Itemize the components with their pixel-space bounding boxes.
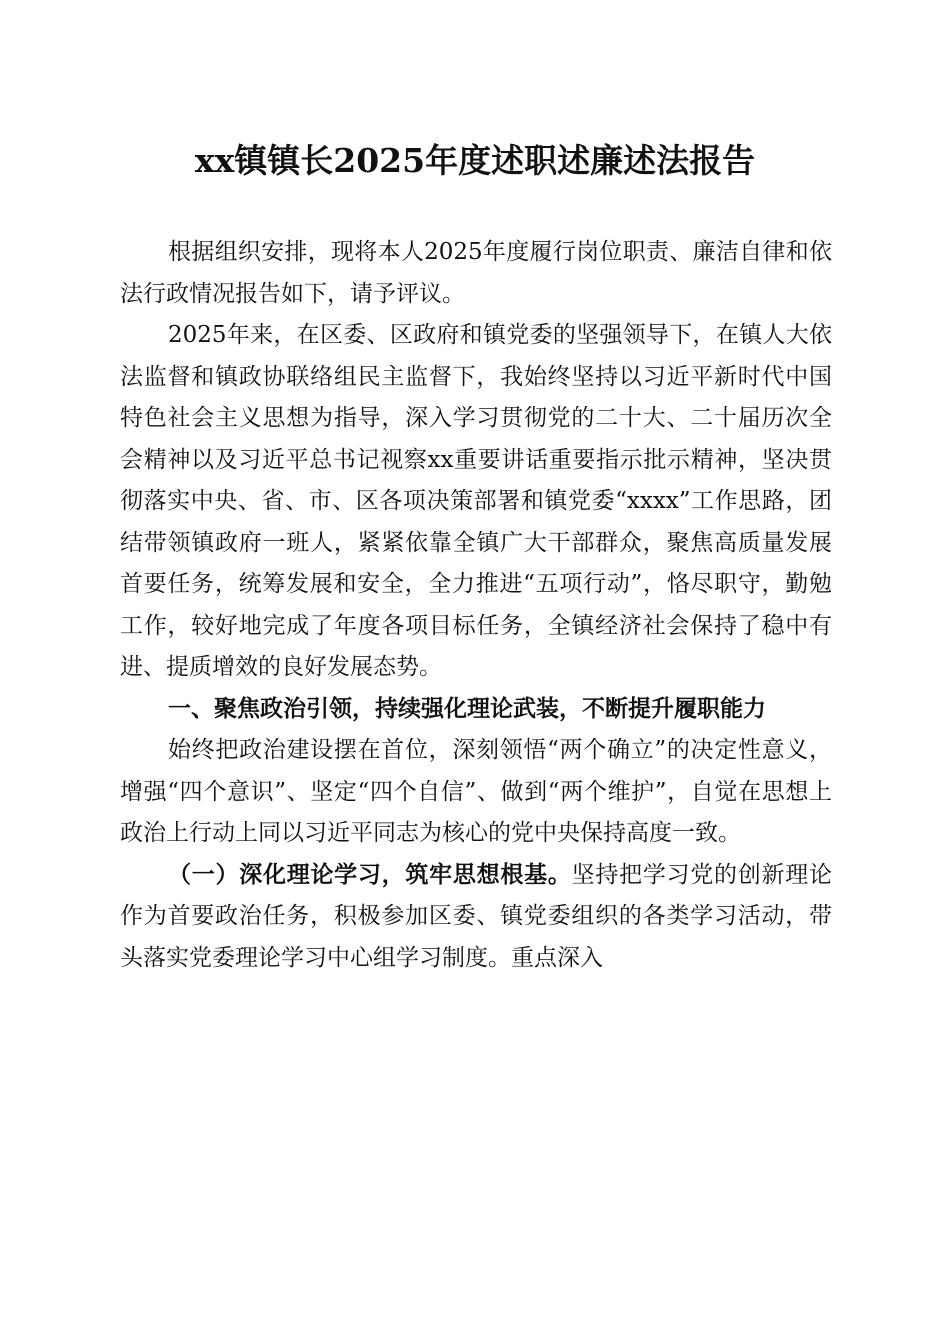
section-1-intro-paragraph: 始终把政治建设摆在首位，深刻领悟“两个确立”的决定性意义，增强“四个意识”、坚定“四个自信”、做到“两个维护”，自觉在思想上政治上行动上同以习近平同志为核心的党中央保持高度一致。	[120, 737, 832, 846]
subsection-1-lead: （一）深化理论学习，筑牢思想根基。	[168, 861, 572, 888]
subsection-1-paragraph	[120, 855, 832, 980]
document-body	[120, 232, 832, 979]
summary-paragraph: 2025年来，在区委、区政府和镇党委的坚强领导下，在镇人大依法监督和镇政协联络组民主监督下，我始终坚持以习近平新时代中国特色社会主义思想为指导，深入学习贯彻党的二十大、二十届历次全会精神以及习近平总书记视察xx重要讲话重要指示批示精神，坚决贯彻落实中央、省、市、区各项决策部署和镇党委“xxxx”工作思路，团结带领镇政府一班人，紧紧依靠全镇广大干部群众，聚焦高质量发展首要任务，统筹发展和安全，全力推进“五项行动”，恪尽职守，勤勉工作，较好地完成了年度各项目标任务，全镇经济社会保持了稳中有进、提质增效的良好发展态势。	[120, 322, 832, 680]
document-title: xx镇镇长2025年度述职述廉述法报告	[194, 141, 756, 180]
subsection-1-text: 坚持把学习党的创新理论作为首要政治任务，积极参加区委、镇党委组织的各类学习活动，带头落实党委理论学习中心组学习制度。重点深入	[120, 861, 833, 971]
intro-paragraph: 根据组织安排，现将本人2025年度履行岗位职责、廉洁自律和依法行政情况报告如下，请予评议。	[120, 239, 832, 307]
section-heading-1: 一、聚焦政治引领，持续强化理论武装，不断提升履职能力	[168, 695, 766, 722]
